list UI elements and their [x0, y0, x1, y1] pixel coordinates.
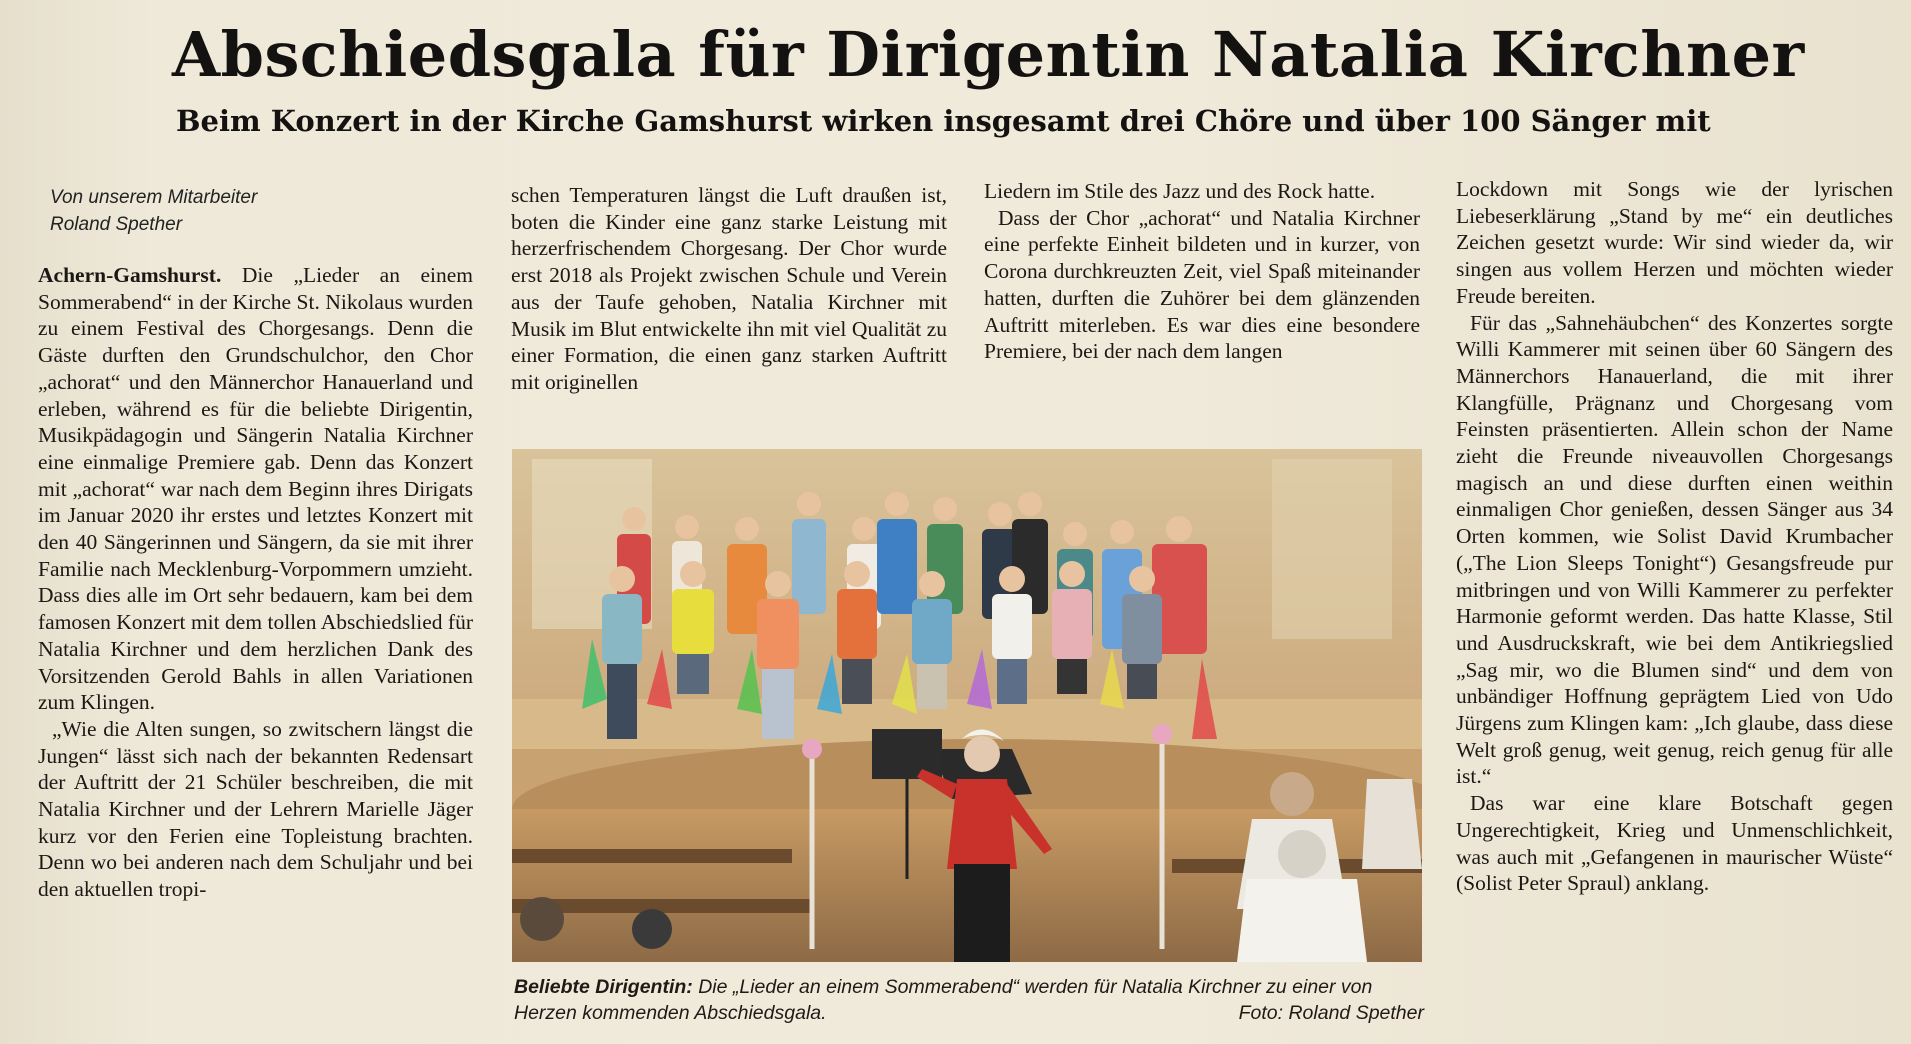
column-3: [984, 178, 1420, 365]
choir-photo: [512, 449, 1422, 962]
column-1: [38, 262, 473, 903]
byline-author: Roland Spether: [50, 214, 183, 235]
column-4-paragraph-3: Das war eine klare Botschaft gegen Ungerechtigkeit, Krieg und Unmenschlichkeit, was auch mit „Gefangenen in maurischer Wüste“ (Solist Peter Spraul) anklang.: [1456, 791, 1893, 896]
column-1-paragraph-1: [38, 262, 473, 716]
column-1-paragraph-2: „Wie die Alten sungen, so zwitschern längst die Jungen“ lässt sich nach der bekannten Redensart der Auftritt der 21 Schüler beschreiben, die mit Natalia Kirchner und der Lehrern Marielle Jäger kurz vor den Ferien eine Topleistung brachten. Denn wo bei anderen nach dem Schuljahr und bei den aktuellen tropi-: [38, 716, 473, 902]
caption-lead: Beliebte Dirigentin:: [514, 976, 693, 998]
column-4-paragraph-1: Lockdown mit Songs wie der lyrischen Liebeserklärung „Stand by me“ ein deutliches Zeichen gesetzt wurde: Wir sind wieder da, wir singen aus vollem Herzen und möchten wieder Freude bereiten.: [1456, 177, 1893, 308]
caption-text: Die „Lieder an einem Sommerabend“ werden für Natalia Kirchner zu einer von Herzen kommenden Abschiedsgala.: [514, 976, 1373, 1024]
subheadline: Beim Konzert in der Kirche Gamshurst wirken insgesamt drei Chöre und über 100 Sänger mit: [176, 104, 1711, 138]
column-4-paragraph-2: Für das „Sahnehäubchen“ des Konzertes sorgte Willi Kammerer mit seinen über 60 Sängern des Männerchors Hanauerland, die mit ihrer Klangfülle, Prägnanz und Chorgesang vom Feinsten präsentierten. Allein schon der Name zieht die Freunde niveauvollen Chorgesangs magisch an und diese durften einen weithin einmaligen Chor genießen, dessen Sänger aus 34 Orten kommen, wie Solist David Krumbacher („The Lion Sleeps Tonight“) Gesangsfreude pur mitbringen und von Willi Kammerer zu perfekter Harmonie geformt werden. Das hatte Klasse, Stil und Ausdruckskraft, wie bei dem Antikriegslied „Sag mir, wo die Blumen sind“ und dem von unbändiger Hoffnung geprägtem Lied von Udo Jürgens zum Klingen kam: „Ich glaube, dass diese Welt groß genug, weit genug, reich genug für alle ist.“: [1456, 310, 1893, 789]
column-1-text-1: Die „Lieder an einem Sommerabend“ in der Kirche St. Nikolaus wurden zu einem Festival des Chorgesangs. Denn die Gäste durften den Grundschulchor, den Chor „achorat“ und den Männerchor Hanauerland und erleben, während es für die beliebte Dirigentin, Musikpädagogin und Sängerin Natalia Kirchner eine einmalige Premiere gab. Denn das Konzert mit „achorat“ war nach dem Beginn ihres Dirigats im Januar 2020 ihr erstes und letztes Konzert mit den 40 Sängerinnen und Sängern, da sie mit ihrer Familie nach Mecklenburg-Vorpommern umzieht. Dass dies alle im Ort sehr bedauern, kam bei dem famosen Konzert mit dem tollen Abschiedslied für Natalia Kirchner und dem herzlichen Dank des Vorsitzenden Gerold Bahls in allen Variationen zum Klingen.: [38, 263, 474, 715]
photo-caption: [514, 974, 1424, 1026]
headline: Abschiedsgala für Dirigentin Natalia Kirchner: [172, 18, 1805, 91]
photo-credit: Foto: Roland Spether: [1238, 1002, 1424, 1024]
dateline: Achern-Gamshurst.: [38, 263, 222, 287]
byline: [50, 184, 470, 238]
choir-photo-illustration: [512, 449, 1422, 962]
column-3-paragraph-1: Liedern im Stile des Jazz und des Rock hatte.: [984, 179, 1376, 203]
byline-line-1: Von unserem Mitarbeiter: [50, 187, 258, 208]
column-4: [1456, 176, 1893, 897]
column-2: [511, 182, 947, 396]
column-2-paragraph-1: schen Temperaturen längst die Luft draußen ist, boten die Kinder eine ganz starke Leistung mit herzerfrischendem Chorgesang. Der Chor wurde erst 2018 als Projekt zwischen Schule und Verein aus der Taufe gehoben, Natalia Kirchner mit Musik im Blut entwickelte ihn mit viel Qualität zu einer Formation, die einen ganz starken Auftritt mit originellen: [511, 183, 947, 394]
column-3-paragraph-2: Dass der Chor „achorat“ und Natalia Kirchner eine perfekte Einheit bildeten und in kurzer, von Corona durchkreuzten Zeit, viel Spaß miteinander hatten, durften die Zuhörer bei dem glänzenden Auftritt miterleben. Es war dies eine besondere Premiere, bei der nach dem langen: [984, 205, 1420, 364]
